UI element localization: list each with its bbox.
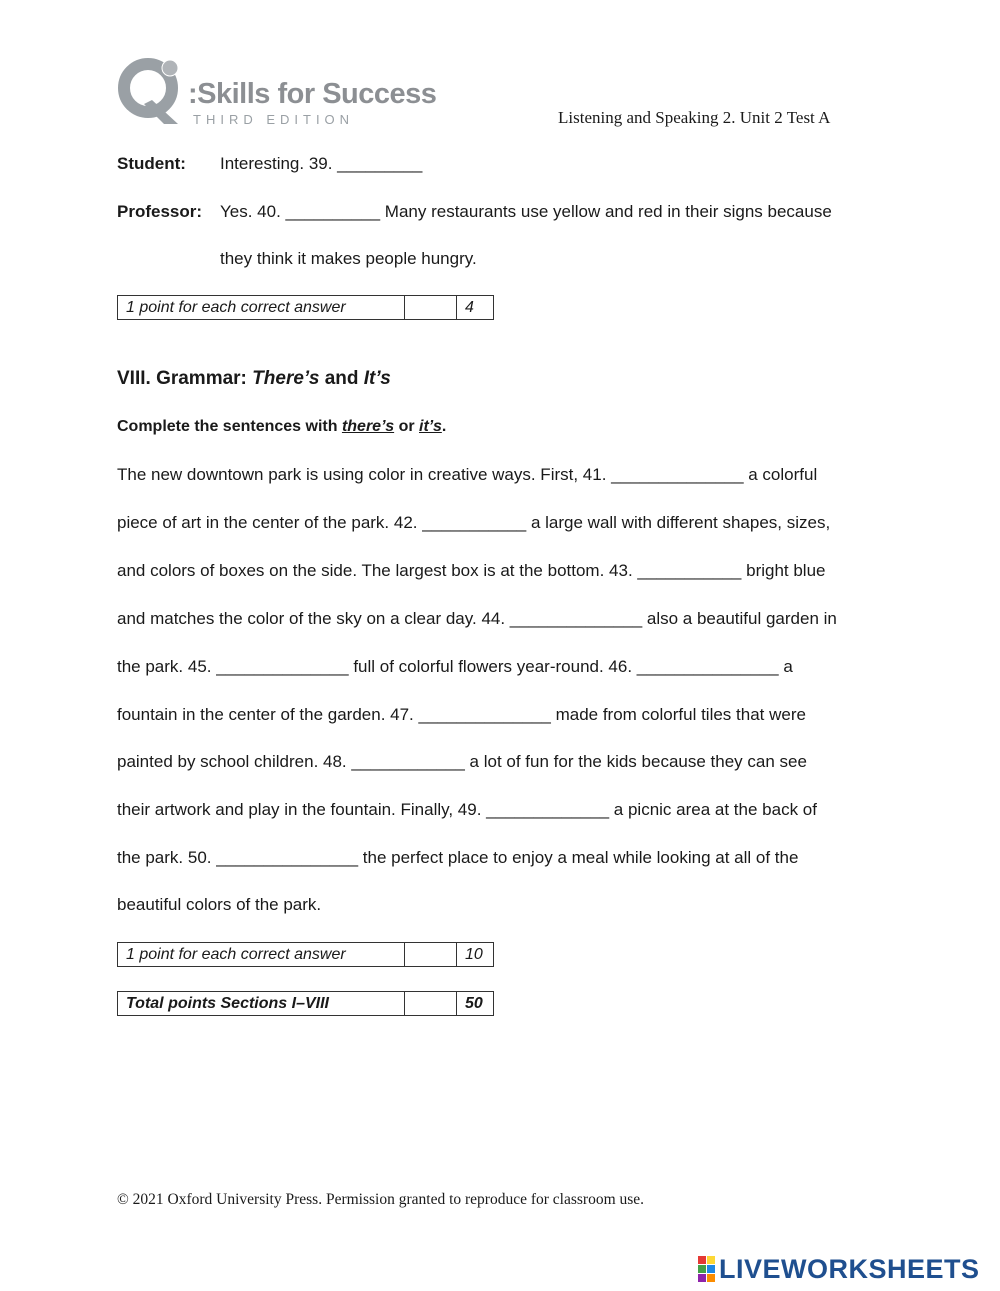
total-points-box (117, 991, 494, 1016)
score-box (117, 942, 494, 967)
liveworksheets-icon (698, 1256, 715, 1282)
liveworksheets-logo (698, 1253, 980, 1285)
liveworksheets-icon-square (698, 1274, 706, 1282)
section-heading (117, 368, 391, 390)
speaker-label: Professor: (117, 202, 203, 221)
section-title-there: There’s (252, 368, 320, 389)
logo-subtitle: THIRD EDITION (193, 112, 355, 127)
passage-line: the park. 50. _______________ the perfect place to enjoy a meal while looking at all of the (117, 848, 799, 867)
passage-line: The new downtown park is using color in creative ways. First, 41. ______________ a colorful (117, 465, 818, 484)
passage-line: painted by school children. 48. ____________ a lot of fun for the kids because they can see (117, 752, 807, 771)
instructions-or: or (394, 418, 420, 435)
passage-line: fountain in the center of the garden. 47. ______________ made from colorful tiles that were (117, 705, 806, 724)
passage-line: the park. 45. ______________ full of colorful flowers year-round. 46. _______________ a (117, 657, 793, 676)
dialogue-text: Interesting. 39. _________ (220, 154, 423, 173)
passage-line: and matches the color of the sky on a clear day. 44. ______________ also a beautiful garden in (117, 609, 837, 628)
score-label: 1 point for each correct answer (118, 296, 405, 319)
passage-line: and colors of boxes on the side. The largest box is at the bottom. 43. ___________ bright blue (117, 561, 826, 580)
score-label: 1 point for each correct answer (118, 943, 405, 966)
score-box (117, 295, 494, 320)
section-title-its: It’s (363, 368, 391, 389)
section-title-prefix: VIII. Grammar: (117, 368, 253, 389)
liveworksheets-icon-square (698, 1265, 706, 1273)
passage-line: beautiful colors of the park. (117, 895, 322, 914)
liveworksheets-icon-square (707, 1274, 715, 1282)
score-blank-cell (405, 943, 457, 966)
total-blank-cell (405, 992, 457, 1015)
score-blank-cell (405, 296, 457, 319)
test-title: Listening and Speaking 2. Unit 2 Test A (558, 108, 831, 127)
logo-title: :Skills for Success (188, 78, 437, 110)
score-points: 10 (465, 946, 483, 963)
total-points: 50 (465, 995, 483, 1012)
passage-line: piece of art in the center of the park. 42. ___________ a large wall with different shapes, sizes, (117, 513, 831, 532)
instructions (117, 418, 446, 436)
liveworksheets-icon-square (707, 1265, 715, 1273)
liveworksheets-text: LIVEWORKSHEETS (719, 1253, 980, 1284)
passage-line: their artwork and play in the fountain. Finally, 49. _____________ a picnic area at the back of (117, 800, 817, 819)
instructions-period: . (441, 418, 447, 435)
q-logo-icon (118, 58, 184, 124)
dialogue-continuation: they think it makes people hungry. (220, 249, 477, 268)
instructions-text: Complete the sentences with (117, 418, 342, 435)
liveworksheets-icon-square (707, 1256, 715, 1264)
word-its: it’s (419, 418, 442, 435)
score-points: 4 (465, 299, 474, 316)
liveworksheets-icon-square (698, 1256, 706, 1264)
speaker-label: Student: (117, 154, 186, 173)
skills-for-success-logo (118, 58, 448, 132)
word-theres: there’s (341, 418, 395, 435)
section-title-and: and (319, 368, 364, 389)
copyright-footer: © 2021 Oxford University Press. Permission granted to reproduce for classroom use. (117, 1191, 645, 1208)
dialogue-text: Yes. 40. __________ Many restaurants use yellow and red in their signs because (220, 202, 832, 221)
total-label: Total points Sections I–VIII (118, 992, 405, 1015)
